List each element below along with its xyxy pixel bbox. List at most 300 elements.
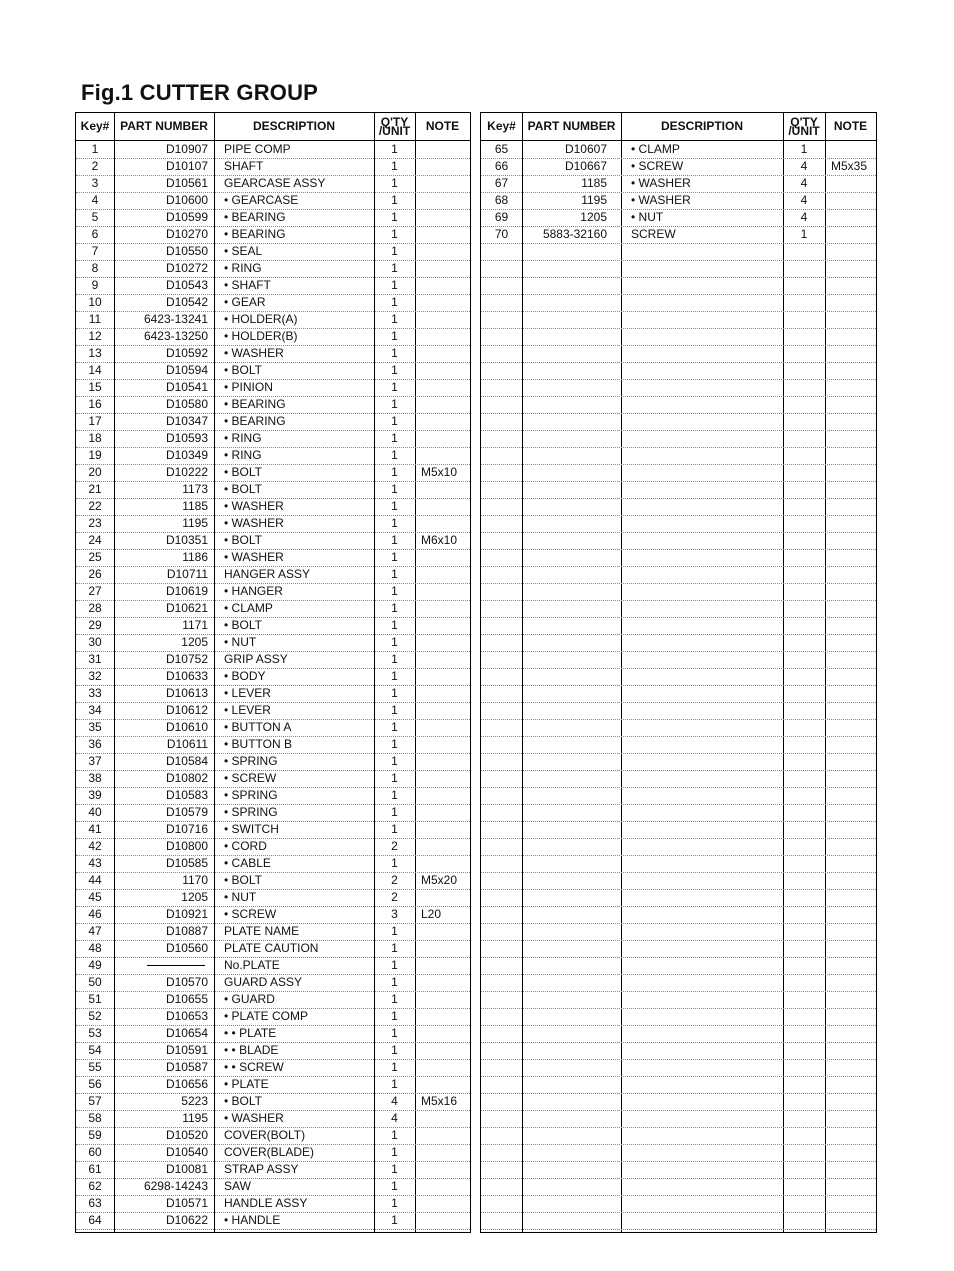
table-row xyxy=(76,311,470,329)
row-part-number: D10584 xyxy=(165,754,208,768)
row-key: 44 xyxy=(88,873,102,887)
row-description: PIPE COMP xyxy=(224,142,291,156)
row-key: 67 xyxy=(494,176,509,190)
row-description: GUARD ASSY xyxy=(224,975,303,989)
row-description: • SHAFT xyxy=(224,278,271,292)
row-qty: 1 xyxy=(391,1060,398,1074)
parts-table-right xyxy=(480,112,877,1233)
row-note xyxy=(415,175,470,192)
row-qty: 4 xyxy=(391,1094,398,1108)
row-note xyxy=(415,1144,470,1161)
table-row xyxy=(76,838,470,856)
table-row xyxy=(76,141,470,159)
row-qty: 1 xyxy=(391,482,398,496)
row-part-number: D10571 xyxy=(165,1196,208,1210)
row-qty: 1 xyxy=(391,244,398,258)
row-key: 42 xyxy=(88,839,102,853)
row-note xyxy=(415,940,470,957)
row-key: 70 xyxy=(494,227,509,241)
table-row xyxy=(481,1212,876,1230)
table-row xyxy=(481,1110,876,1128)
row-note xyxy=(415,294,470,311)
table-row xyxy=(76,804,470,822)
row-qty: 1 xyxy=(391,397,398,411)
row-key: 49 xyxy=(88,958,102,972)
table-row xyxy=(481,889,876,907)
row-description: • WASHER xyxy=(224,346,284,360)
row-qty: 1 xyxy=(391,805,398,819)
row-description: SAW xyxy=(224,1179,251,1193)
row-key: 2 xyxy=(91,159,99,173)
row-key: 32 xyxy=(88,669,102,683)
row-note xyxy=(415,158,470,175)
table-row xyxy=(76,464,470,482)
row-qty: 1 xyxy=(391,1145,398,1159)
row-note xyxy=(415,379,470,396)
row-key: 64 xyxy=(88,1213,102,1227)
row-key: 4 xyxy=(91,193,99,207)
row-qty: 1 xyxy=(391,737,398,751)
row-qty: 1 xyxy=(391,1128,398,1142)
row-note xyxy=(415,328,470,345)
table-row xyxy=(481,209,876,227)
row-qty: 1 xyxy=(391,788,398,802)
table-row xyxy=(76,1212,470,1230)
row-key: 58 xyxy=(88,1111,102,1125)
row-note xyxy=(825,192,876,209)
row-note xyxy=(415,311,470,328)
row-note: M5x10 xyxy=(421,465,458,479)
row-note xyxy=(415,141,470,158)
table-row xyxy=(481,821,876,839)
table-row xyxy=(76,515,470,533)
row-key: 63 xyxy=(88,1196,102,1210)
row-description: • • SCREW xyxy=(224,1060,284,1074)
row-qty: 1 xyxy=(391,346,398,360)
row-note xyxy=(415,549,470,566)
table-row xyxy=(481,498,876,516)
row-part-number: D10587 xyxy=(165,1060,208,1074)
row-qty: 1 xyxy=(391,652,398,666)
table-row xyxy=(481,413,876,431)
row-part-number: D10654 xyxy=(165,1026,208,1040)
row-key: 18 xyxy=(88,431,102,445)
row-part-number: 1171 xyxy=(182,618,208,632)
row-note xyxy=(415,481,470,498)
row-qty: 4 xyxy=(800,176,808,190)
table-row xyxy=(481,1161,876,1179)
row-key: 60 xyxy=(88,1145,102,1159)
row-description: • LEVER xyxy=(224,686,271,700)
table-row xyxy=(481,668,876,686)
row-description: • SEAL xyxy=(224,244,263,258)
row-note xyxy=(415,923,470,940)
table-row xyxy=(76,175,470,193)
row-part-number: 1185 xyxy=(581,176,607,190)
row-qty: 1 xyxy=(391,448,398,462)
row-note xyxy=(415,736,470,753)
row-note xyxy=(415,991,470,1008)
table-row xyxy=(481,923,876,941)
table-row xyxy=(76,1195,470,1213)
row-description: • BEARING xyxy=(224,227,286,241)
row-key: 50 xyxy=(88,975,102,989)
blank-part-number-line xyxy=(147,965,205,966)
row-part-number: D10542 xyxy=(165,295,208,309)
row-note xyxy=(415,345,470,362)
row-part-number: D10610 xyxy=(165,720,208,734)
row-key: 23 xyxy=(88,516,102,530)
table-row xyxy=(481,600,876,618)
table-row xyxy=(481,158,876,176)
row-key: 14 xyxy=(88,363,102,377)
row-description: • CLAMP xyxy=(224,601,273,615)
row-key: 47 xyxy=(88,924,102,938)
row-qty: 2 xyxy=(391,873,398,887)
row-key: 28 xyxy=(88,601,102,615)
row-note xyxy=(415,821,470,838)
row-part-number: D10107 xyxy=(165,159,208,173)
page-title: Fig.1 CUTTER GROUP xyxy=(81,80,319,105)
row-qty: 1 xyxy=(391,703,398,717)
table-header xyxy=(76,113,470,141)
row-note xyxy=(415,1059,470,1076)
table-row xyxy=(76,158,470,176)
row-part-number: 1185 xyxy=(182,499,208,513)
row-description: • WASHER xyxy=(224,550,284,564)
row-qty: 1 xyxy=(391,261,398,275)
table-row xyxy=(481,311,876,329)
row-qty: 2 xyxy=(391,890,398,904)
row-qty: 1 xyxy=(391,227,398,241)
row-part-number: D10653 xyxy=(165,1009,208,1023)
row-description: • • BLADE xyxy=(224,1043,279,1057)
table-row xyxy=(481,1008,876,1026)
row-qty: 1 xyxy=(391,363,398,377)
row-key: 61 xyxy=(88,1162,102,1176)
row-note xyxy=(415,1076,470,1093)
row-key: 69 xyxy=(494,210,509,224)
table-row xyxy=(481,1042,876,1060)
row-note xyxy=(415,974,470,991)
row-part-number: 1195 xyxy=(182,1111,208,1125)
row-part-number: D10711 xyxy=(166,567,208,581)
table-row xyxy=(76,430,470,448)
row-qty: 1 xyxy=(391,278,398,292)
table-row xyxy=(481,1144,876,1162)
row-key: 11 xyxy=(88,312,102,326)
row-key: 7 xyxy=(91,244,99,258)
table-row xyxy=(76,1076,470,1094)
row-description: • SCREW xyxy=(631,159,684,173)
table-row xyxy=(76,226,470,244)
row-qty: 1 xyxy=(391,958,398,972)
table-row xyxy=(76,770,470,788)
row-key: 25 xyxy=(88,550,102,564)
row-key: 53 xyxy=(88,1026,102,1040)
row-note xyxy=(415,770,470,787)
row-key: 43 xyxy=(88,856,102,870)
row-note xyxy=(415,600,470,617)
row-note xyxy=(415,651,470,668)
row-note xyxy=(415,719,470,736)
row-part-number: 5883-32160 xyxy=(542,227,607,241)
row-part-number: 1205 xyxy=(580,210,607,224)
row-description: COVER(BOLT) xyxy=(224,1128,306,1142)
row-description: • SCREW xyxy=(224,907,277,921)
row-qty: 1 xyxy=(391,975,398,989)
row-qty: 1 xyxy=(391,295,398,309)
row-note xyxy=(415,1042,470,1059)
row-note xyxy=(415,1008,470,1025)
row-part-number: D10583 xyxy=(165,788,208,802)
row-key: 3 xyxy=(91,176,99,190)
table-row xyxy=(76,753,470,771)
row-part-number: D10579 xyxy=(165,805,208,819)
row-part-number: D10270 xyxy=(165,227,208,241)
table-row xyxy=(481,192,876,210)
table-row xyxy=(76,294,470,312)
row-part-number: 1205 xyxy=(181,635,208,649)
table-row xyxy=(76,566,470,584)
table-row xyxy=(481,617,876,635)
row-key: 26 xyxy=(88,567,102,581)
table-row xyxy=(481,1195,876,1213)
row-description: • BODY xyxy=(224,669,266,683)
table-row xyxy=(76,668,470,686)
row-key: 22 xyxy=(88,499,102,513)
table-row xyxy=(76,447,470,465)
row-key: 38 xyxy=(88,771,102,785)
row-qty: 1 xyxy=(391,1077,398,1091)
row-note xyxy=(825,226,876,243)
row-description: • CLAMP xyxy=(631,142,680,156)
table-row xyxy=(76,243,470,261)
row-part-number: D10600 xyxy=(165,193,208,207)
table-row xyxy=(481,243,876,261)
table-row xyxy=(481,481,876,499)
row-note xyxy=(415,617,470,634)
row-note xyxy=(415,498,470,515)
row-key: 68 xyxy=(494,193,509,207)
row-key: 9 xyxy=(91,278,99,292)
table-row xyxy=(76,1161,470,1179)
row-note: M5x35 xyxy=(831,159,868,173)
row-description: • BOLT xyxy=(224,618,262,632)
row-part-number: 1173 xyxy=(182,482,208,496)
row-description: • NUT xyxy=(224,635,257,649)
table-row xyxy=(76,855,470,873)
row-qty: 1 xyxy=(391,822,398,836)
table-row xyxy=(481,1093,876,1111)
table-row xyxy=(76,600,470,618)
table-row xyxy=(481,1059,876,1077)
row-description: • BOLT xyxy=(224,482,262,496)
row-description: • WASHER xyxy=(224,1111,284,1125)
table-row xyxy=(481,719,876,737)
row-key: 45 xyxy=(88,890,102,904)
row-description: • RING xyxy=(224,431,262,445)
row-qty: 1 xyxy=(391,754,398,768)
row-description: • NUT xyxy=(224,890,257,904)
row-key: 10 xyxy=(88,295,102,309)
row-part-number: 1195 xyxy=(581,193,607,207)
row-note: M5x20 xyxy=(421,873,458,887)
row-note xyxy=(415,396,470,413)
row-key: 17 xyxy=(88,414,102,428)
row-qty: 1 xyxy=(391,941,398,955)
table-row xyxy=(481,396,876,414)
row-key: 6 xyxy=(91,227,99,241)
row-qty: 1 xyxy=(391,686,398,700)
row-note xyxy=(415,583,470,600)
row-description: SHAFT xyxy=(224,159,264,173)
parts-table-left xyxy=(75,112,471,1233)
row-part-number: D10752 xyxy=(165,652,208,666)
table-header xyxy=(481,113,876,141)
row-key: 40 xyxy=(88,805,102,819)
row-description: • GUARD xyxy=(224,992,275,1006)
row-qty: 1 xyxy=(391,771,398,785)
row-qty: 1 xyxy=(391,380,398,394)
row-qty: 1 xyxy=(391,1043,398,1057)
row-key: 15 xyxy=(88,380,102,394)
row-note xyxy=(415,430,470,447)
row-part-number: D10599 xyxy=(165,210,208,224)
table-row xyxy=(481,753,876,771)
header-qty: Q'TY /UNIT xyxy=(378,114,411,138)
header-note: NOTE xyxy=(425,119,460,133)
row-description: • CORD xyxy=(224,839,267,853)
row-part-number: D10613 xyxy=(165,686,208,700)
row-note xyxy=(415,243,470,260)
row-key: 59 xyxy=(88,1128,102,1142)
row-qty: 1 xyxy=(391,193,398,207)
row-description: • HANDLE xyxy=(224,1213,281,1227)
table-row xyxy=(481,260,876,278)
row-description: • BOLT xyxy=(224,873,262,887)
row-qty: 1 xyxy=(391,992,398,1006)
row-qty: 4 xyxy=(800,210,808,224)
table-row xyxy=(481,685,876,703)
table-row xyxy=(481,787,876,805)
header-part-number: PART NUMBER xyxy=(120,119,208,133)
table-row xyxy=(481,1025,876,1043)
row-part-number: D10612 xyxy=(165,703,208,717)
table-row xyxy=(481,770,876,788)
row-qty: 4 xyxy=(391,1111,398,1125)
row-key: 36 xyxy=(88,737,102,751)
row-qty: 1 xyxy=(391,550,398,564)
row-part-number: D10081 xyxy=(165,1162,208,1176)
row-key: 57 xyxy=(88,1094,102,1108)
row-part-number: D10633 xyxy=(165,669,208,683)
row-note xyxy=(825,209,876,226)
table-row xyxy=(76,1059,470,1077)
row-part-number: D10541 xyxy=(165,380,208,394)
row-description: • HOLDER(A) xyxy=(224,312,298,326)
table-row xyxy=(481,702,876,720)
row-key: 12 xyxy=(88,329,102,343)
row-part-number: D10667 xyxy=(564,159,607,173)
table-row xyxy=(481,226,876,244)
row-note xyxy=(415,889,470,906)
row-qty: 1 xyxy=(391,329,398,343)
header-key: Key# xyxy=(487,119,516,133)
row-key: 37 xyxy=(88,754,102,768)
row-description: • BOLT xyxy=(224,533,262,547)
header-note: NOTE xyxy=(833,119,868,133)
row-key: 16 xyxy=(88,397,102,411)
row-key: 66 xyxy=(494,159,509,173)
row-note: L20 xyxy=(421,907,442,921)
row-note xyxy=(415,226,470,243)
row-description: • RING xyxy=(224,448,262,462)
row-part-number xyxy=(114,957,208,974)
row-note xyxy=(415,1178,470,1195)
row-qty: 1 xyxy=(391,1162,398,1176)
row-description: COVER(BLADE) xyxy=(224,1145,315,1159)
table-row xyxy=(76,736,470,754)
table-row xyxy=(76,651,470,669)
header-key: Key# xyxy=(80,119,110,133)
table-row xyxy=(76,719,470,737)
row-description: • PLATE COMP xyxy=(224,1009,308,1023)
row-qty: 1 xyxy=(391,414,398,428)
row-note xyxy=(415,1161,470,1178)
row-qty: 1 xyxy=(391,669,398,683)
row-part-number: D10222 xyxy=(165,465,208,479)
row-part-number: 6423-13250 xyxy=(143,329,208,343)
table-row xyxy=(76,1178,470,1196)
row-note xyxy=(415,192,470,209)
row-note xyxy=(415,277,470,294)
row-description: GEARCASE ASSY xyxy=(224,176,326,190)
row-part-number: D10550 xyxy=(165,244,208,258)
row-note xyxy=(415,634,470,651)
row-part-number: 1195 xyxy=(182,516,208,530)
row-part-number: D10560 xyxy=(165,941,208,955)
row-key: 19 xyxy=(88,448,102,462)
table-row xyxy=(76,379,470,397)
row-key: 54 xyxy=(88,1043,102,1057)
row-description: • SPRING xyxy=(224,805,278,819)
row-note: M5x16 xyxy=(421,1094,458,1108)
row-part-number: D10570 xyxy=(165,975,208,989)
row-key: 65 xyxy=(494,142,509,156)
table-row xyxy=(76,685,470,703)
table-row xyxy=(76,1110,470,1128)
row-note xyxy=(415,260,470,277)
table-row xyxy=(76,940,470,958)
row-part-number: D10716 xyxy=(165,822,208,836)
table-row xyxy=(76,974,470,992)
row-key: 5 xyxy=(91,210,99,224)
row-description: • BOLT xyxy=(224,1094,262,1108)
row-description: SCREW xyxy=(631,227,676,241)
header-qty: Q'TY /UNIT xyxy=(788,114,820,138)
row-key: 31 xyxy=(88,652,102,666)
table-row xyxy=(481,991,876,1009)
row-description: • BEARING xyxy=(224,397,286,411)
row-qty: 1 xyxy=(391,720,398,734)
row-description: • HOLDER(B) xyxy=(224,329,298,343)
row-part-number: D10580 xyxy=(165,397,208,411)
row-note xyxy=(825,141,876,158)
table-row xyxy=(481,838,876,856)
row-description: • CABLE xyxy=(224,856,271,870)
row-note xyxy=(415,362,470,379)
